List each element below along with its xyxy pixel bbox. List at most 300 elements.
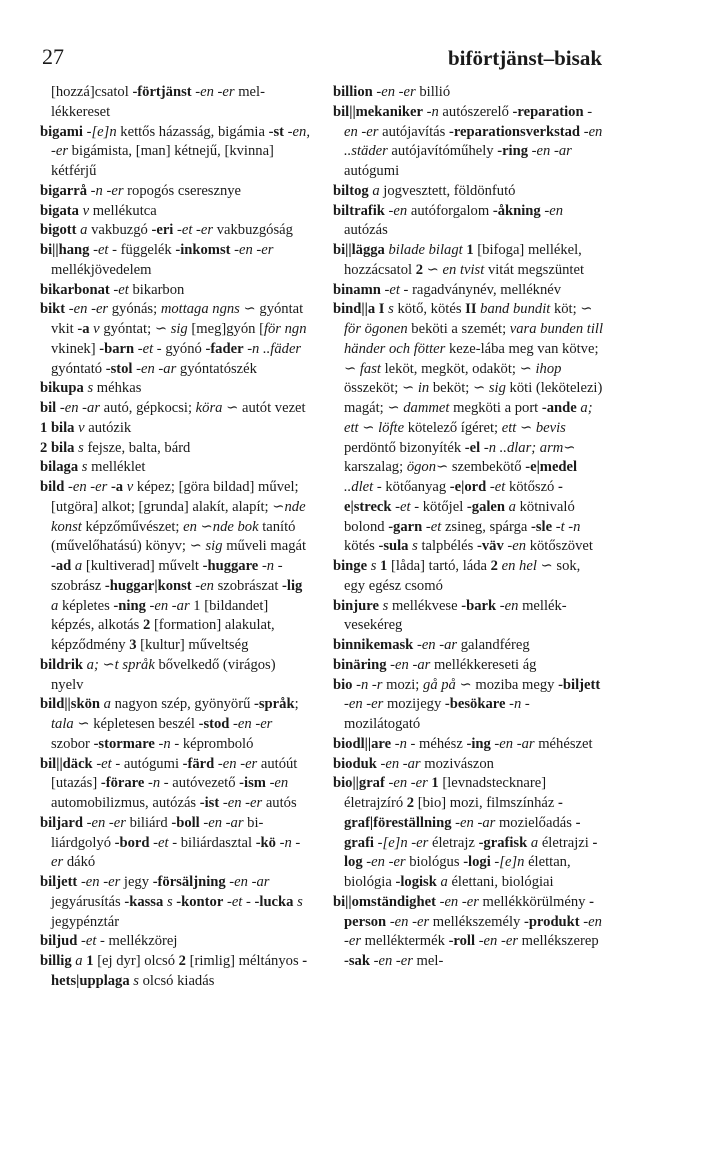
definition-text: [meg]gyón [ [187, 321, 264, 337]
dictionary-entry [333, 755, 604, 775]
grammar-note: -en -ar [528, 143, 572, 160]
grammar-note: -n [154, 735, 171, 752]
definition-text: - ragadványnév, melléknév [399, 281, 562, 298]
headword: -kassa [124, 893, 164, 910]
definition-text: - autóvezető [160, 775, 240, 792]
definition-text: bigámista, [man] kétnejű, [kvinna] kétférjű [51, 143, 274, 179]
headword: -ande [541, 400, 577, 416]
headword: -el [464, 439, 481, 456]
headword: -kontor [172, 893, 224, 910]
definition-text: mozivászon [420, 755, 494, 772]
headword: bi||hang [40, 242, 90, 258]
grammar-note: s [293, 893, 303, 910]
definition-text: - [242, 893, 255, 910]
headword: bild [40, 479, 65, 495]
dictionary-entry [40, 932, 310, 952]
dictionary-entry [333, 182, 604, 202]
grammar-note: -en [503, 538, 527, 555]
definition-text: [kultur] műveltség [136, 637, 249, 653]
definition-text: ropogós cseresznye [123, 182, 242, 199]
headword: -eri [151, 222, 174, 239]
definition-text: - [374, 834, 383, 851]
headword: -ist [199, 795, 220, 811]
dictionary-entry [40, 300, 310, 379]
grammar-note: -n ..dlar; arm∽ [480, 439, 576, 456]
definition-text: mel- [412, 953, 444, 969]
definition-text: autó, gépkocsi; [100, 400, 196, 416]
headword: -hets|upplaga [51, 953, 308, 989]
grammar-note: a; ∽t språk [83, 656, 155, 673]
dictionary-entry [40, 952, 310, 992]
definition-text: kettős házasság, bigámia [116, 123, 269, 140]
headword: -ning [113, 597, 146, 614]
headword: -språk [254, 696, 295, 713]
grammar-note: v [74, 419, 85, 436]
definition-text: bővelkedő (virágos) nyelv [51, 656, 276, 693]
grammar-note: s [163, 893, 173, 910]
definition-text: képletes [58, 597, 114, 614]
headword: -färd [182, 755, 215, 772]
grammar-note: -en ..städer [344, 123, 603, 160]
grammar-note: s [367, 558, 377, 574]
definition-text: méhészet [534, 735, 593, 752]
headword: -barn [99, 340, 135, 357]
definition-text: autót vezet [238, 400, 306, 416]
definition-text: - méhész [406, 735, 467, 752]
grammar-note: s [378, 597, 389, 614]
definition-text: kötőszó [505, 479, 558, 495]
headword: 3 [129, 637, 137, 653]
grammar-note: -en -ar [56, 400, 101, 416]
headword: -stod [198, 716, 230, 732]
dictionary-entry [333, 202, 604, 242]
headword: bigott [40, 222, 77, 239]
grammar-note: ∽ dammet [387, 400, 450, 416]
definition-text: dákó [63, 854, 96, 871]
headword: -sula [378, 538, 409, 555]
headword: -produkt [523, 913, 580, 930]
dictionary-entry [333, 676, 604, 735]
grammar-note: ∽ sig [154, 321, 188, 337]
headword: 2 [406, 795, 415, 811]
headword: 2 [490, 558, 498, 574]
page-number: 27 [42, 44, 64, 69]
headword: biljud [40, 933, 78, 950]
dictionary-entry [40, 83, 310, 123]
definition-text: - mozilátogató [344, 696, 530, 732]
headword: 1 bila [40, 419, 75, 436]
headword: bigata [40, 202, 79, 219]
headword: -grafisk [478, 834, 528, 851]
grammar-note: -n [144, 775, 161, 792]
definition-text: kötelező ígéret; [404, 419, 502, 436]
headword: -ad [51, 558, 72, 574]
grammar-note: -et [486, 479, 506, 495]
dictionary-entry [333, 103, 604, 182]
headword: 2 bila [40, 439, 75, 456]
headword: -e|streck [344, 479, 563, 515]
definition-text: életrajz [428, 834, 479, 851]
grammar-note: -n -er [87, 182, 124, 199]
headword: bigarrå [40, 182, 88, 199]
grammar-note: -en -er [77, 874, 121, 890]
definition-text: élettan, biológia [344, 854, 571, 890]
grammar-note: -en -er [229, 716, 273, 732]
grammar-note: [e]n [499, 854, 525, 871]
dictionary-entry [40, 221, 310, 241]
definition-text: gyóntat vkit [51, 301, 304, 337]
headword: billig [40, 953, 72, 969]
headword: -förtjänst [132, 84, 192, 100]
grammar-note: -en -ar [145, 597, 190, 614]
definition-text: [bifoga] mellékel, hozzácsatol [344, 242, 582, 278]
grammar-note: -n -er [51, 834, 301, 871]
grammar-note: -n [505, 696, 522, 713]
definition-text: gyóntatószék [176, 360, 257, 377]
grammar-note: för ngn [263, 321, 307, 337]
definition-text: leköt, megköt, odaköt; [380, 360, 520, 377]
headword: bi||omständighet [333, 893, 436, 910]
grammar-note: ögon∽ [406, 459, 449, 476]
grammar-note: -et [422, 518, 442, 535]
definition-text: ; [294, 696, 299, 713]
definition-text: [hozzá]csatol [51, 84, 133, 100]
grammar-note: -en [540, 202, 563, 219]
grammar-note: s [78, 459, 88, 476]
grammar-note: -en -er [82, 814, 126, 831]
definition-text: mellékszerep [518, 933, 599, 950]
headword: -ring [497, 143, 529, 160]
definition-text: életrajzi [538, 834, 593, 851]
headword: -logisk [395, 874, 437, 890]
definition-text: köti (lekötelezi) magát; [344, 380, 603, 416]
grammar-note: a; ett ∽ löfte [344, 400, 593, 436]
definition-text: mozielőadás [495, 814, 576, 831]
dictionary-entry [40, 656, 310, 696]
definition-text: [bio] mozi, filmszínház [414, 795, 558, 811]
headword: bil [40, 400, 57, 416]
definition-text: [levnadstecknare] életrajzíró [344, 775, 547, 811]
definition-text: nagyon szép, gyönyörű [110, 696, 255, 713]
headword: -ing [466, 735, 491, 752]
grammar-note: -et [223, 893, 243, 910]
grammar-note: a [436, 874, 448, 890]
grammar-note: s [83, 380, 94, 397]
definition-text: biliárdgolyó [51, 814, 264, 851]
grammar-note: mottaga ngns ∽ [160, 301, 256, 318]
definition-text: beköti a szemét; [407, 321, 510, 337]
grammar-note: -t -n [552, 518, 581, 535]
dictionary-entry [40, 399, 310, 419]
grammar-note: ∽ sig [472, 380, 506, 397]
definition-text: köt; [550, 301, 581, 318]
definition-text: autójavítóműhely [387, 143, 498, 160]
definition-text: [kultiverad] művelt [82, 558, 203, 574]
grammar-note: s [384, 301, 394, 318]
headword: biljett [40, 874, 78, 890]
headword: binäring [333, 656, 387, 673]
headword: -försäljning [152, 874, 226, 890]
headword: bikt [40, 301, 66, 318]
definition-text: mozijegy [383, 696, 445, 713]
definition-text: - mellékzörej [96, 933, 178, 950]
definition-text: vakbuzgó [87, 222, 152, 239]
definition-text: - függelék [108, 242, 176, 258]
headword: bild||skön [40, 696, 100, 713]
headword: -stol [105, 360, 133, 377]
grammar-note: -et [109, 281, 129, 298]
definition-text: [rimlig] méltányos [185, 953, 303, 969]
definition-text: melléklet [87, 459, 146, 476]
grammar-note: v [123, 479, 134, 495]
grammar-note: a [99, 696, 111, 713]
grammar-note: -en [265, 775, 289, 792]
grammar-note: -en -er [435, 893, 479, 910]
grammar-note: s [408, 538, 418, 555]
headword: bigami [40, 123, 83, 140]
dictionary-entry [40, 755, 310, 814]
definition-text: vakbuzgóság [213, 222, 293, 239]
grammar-note: ∽nde konst [51, 498, 306, 535]
headword: -log [344, 834, 598, 871]
headword: biodl||are [333, 735, 392, 752]
grammar-note: -et [92, 755, 112, 772]
dictionary-entry [333, 774, 604, 893]
dictionary-entry [40, 123, 310, 182]
dictionary-entry [40, 695, 310, 754]
grammar-note: -en -ar [386, 656, 431, 673]
grammar-note: köra ∽ [195, 400, 239, 416]
definition-text: galandféreg [457, 637, 530, 653]
definition-text: méhkas [93, 380, 142, 397]
definition-text: - kötőanyag [373, 479, 450, 495]
definition-text: mozi; [382, 676, 424, 693]
headword: -st [268, 123, 285, 140]
left-column [40, 83, 310, 992]
headword: -väv [476, 538, 504, 555]
grammar-note: -en -ar [225, 874, 270, 890]
definition-text: jegyárusítás [51, 893, 125, 910]
definition-text: karszalag; [344, 459, 407, 476]
definition-text: mellékkereseti ág [430, 656, 537, 673]
headword: billion [333, 84, 373, 100]
definition-text: [ej dyr] olcsó [93, 953, 179, 969]
grammar-note: -et [134, 340, 154, 357]
grammar-note: -en -er [64, 479, 108, 495]
grammar-note: -en -ar [490, 735, 535, 752]
definition-text: szobrászat [213, 577, 283, 594]
grammar-note: ∽ sig [189, 538, 223, 555]
dictionary-entry [40, 202, 310, 222]
headword: binge [333, 558, 368, 574]
dictionary-entry [40, 379, 310, 399]
definition-text: moziba megy [471, 676, 559, 693]
headword: -fader [205, 340, 244, 357]
headword: -roll [448, 933, 476, 950]
grammar-note: -en -ar [132, 360, 177, 377]
headword: bikarbonat [40, 281, 110, 298]
headword: -förare [100, 775, 145, 792]
grammar-note: ..dlet [344, 479, 374, 495]
headword: 1 [82, 953, 94, 969]
definition-text: jogvesztett, földönfutó [379, 182, 516, 199]
definition-text: összeköt; [344, 380, 402, 397]
grammar-note: s [129, 972, 139, 989]
headword: -stormare [93, 735, 155, 752]
definition-text: mellékjövedelem [51, 261, 152, 278]
headword: -graf|föreställning [344, 795, 563, 831]
definition-text: - biliárdasztal [168, 834, 256, 851]
headword: -sle [531, 518, 553, 535]
definition-text: szobor [51, 735, 94, 752]
headword: biltog [333, 182, 369, 199]
grammar-note: -en [191, 577, 214, 594]
definition-text: kötnivaló bolond [344, 498, 575, 535]
definition-text: automobilizmus, autózás [51, 795, 200, 811]
dictionary-entry [40, 814, 310, 873]
headword: II [465, 301, 477, 318]
definition-text: fejsze, balta, bárd [83, 439, 191, 456]
grammar-note: a [51, 597, 59, 614]
grammar-note: ett ∽ bevis [501, 419, 566, 436]
definition-text: autóút [utazás] [51, 755, 298, 792]
headword: -bord [114, 834, 150, 851]
right-column [333, 83, 604, 972]
headword: 2 [178, 953, 186, 969]
dictionary-entry [333, 893, 604, 972]
dictionary-entry [40, 458, 310, 478]
grammar-note: -en [496, 597, 519, 614]
headword: bi||lägga [333, 242, 385, 258]
grammar-note: ∽ ihop [519, 360, 562, 377]
definition-text: autós [262, 795, 297, 811]
dictionary-entry [40, 281, 310, 301]
definition-text: jegy [120, 874, 153, 890]
definition-text: kötő, kötés [393, 301, 466, 318]
dictionary-entry [333, 281, 604, 301]
grammar-note: bilade bilagt [384, 242, 463, 258]
definition-text: gyóntató [51, 360, 106, 377]
definition-text: mellékvesekéreg [344, 597, 567, 634]
headword: 2 [415, 261, 424, 278]
headword: binjure [333, 597, 379, 614]
headword: -sak [344, 953, 370, 969]
definition-text: képzőművészet; [81, 518, 184, 535]
definition-text: megköti a port [449, 400, 542, 416]
dictionary-entry [40, 182, 310, 202]
definition-text: mellékvese [388, 597, 462, 614]
grammar-note: -en -er [362, 854, 406, 871]
definition-text: sok, egy egész csomó [344, 558, 581, 594]
definition-text: jegypénztár [51, 913, 120, 930]
definition-text: - szobrász [51, 558, 283, 594]
headword: -logi [463, 854, 491, 871]
grammar-note: -en, -er [51, 123, 310, 160]
headword: -huggar|konst [104, 577, 192, 594]
grammar-note: v [78, 202, 90, 219]
definition-text: keze-lába meg van kötve; [445, 340, 599, 357]
grammar-note: -en -er [369, 953, 413, 969]
definition-text: mellékkereset [51, 84, 265, 120]
headword: 1 [427, 775, 439, 792]
definition-text: autóforgalom [407, 202, 493, 219]
grammar-note: -n [258, 558, 275, 574]
grammar-note: v [89, 321, 100, 337]
grammar-note: -et [391, 498, 411, 515]
headword: -e|ord [449, 479, 487, 495]
grammar-note: -en -ar [451, 814, 496, 831]
headword: -lig [282, 577, 303, 594]
grammar-note: -en -er [384, 775, 428, 792]
grammar-note: -et [89, 242, 109, 258]
grammar-note: a [368, 182, 380, 199]
headword: bilaga [40, 459, 79, 476]
definition-text: kötés [344, 538, 379, 555]
definition-text: billió [415, 84, 451, 100]
headword: bikupa [40, 380, 84, 397]
grammar-note: -en -ar [413, 637, 458, 653]
definition-text: zsineg, spárga [441, 518, 531, 535]
grammar-note: vara bunden till händer och fötter [344, 321, 604, 357]
dictionary-entry [333, 300, 604, 557]
running-head: biförtjänst–bisak [447, 46, 602, 70]
grammar-note: ∽ en tvist [423, 261, 485, 278]
definition-text: - kötőjel [410, 498, 467, 515]
grammar-note: -n ..fäder [243, 340, 302, 357]
headword: -grafi [344, 814, 581, 851]
definition-text: olcsó kiadás [138, 972, 215, 989]
headword: -kö [255, 834, 276, 851]
definition-text: [formation] alakulat, képződmény [51, 617, 275, 653]
grammar-note: -en -er [386, 913, 430, 930]
headword: -bark [461, 597, 497, 614]
definition-text: [låda] tartó, láda [387, 558, 491, 574]
definition-text: - autógumi [111, 755, 183, 772]
headword: biljard [40, 814, 83, 831]
definition-text: melléktermék [361, 933, 449, 950]
headword: bil||däck [40, 755, 93, 772]
grammar-note: tala ∽ [51, 716, 90, 732]
definition-text: autószerelő [438, 103, 513, 120]
dictionary-entry [333, 597, 604, 637]
grammar-note: -en -er [214, 755, 258, 772]
grammar-note: -en -er [230, 242, 274, 258]
grammar-note: -et [149, 834, 169, 851]
grammar-note: band bundit [476, 301, 551, 318]
definition-text: autógumi [344, 163, 400, 179]
dictionary-entry [40, 419, 310, 439]
headword: -reparationsverkstad [448, 123, 581, 140]
definition-text: vitát megszüntet [484, 261, 584, 278]
dictionary-entry [333, 735, 604, 755]
definition-text: tanító (művelőhatású) könyv; [51, 518, 296, 555]
grammar-note: en hel ∽ [497, 558, 553, 574]
grammar-note: ∽ in [401, 380, 430, 397]
grammar-note: -en -er [344, 913, 602, 950]
definition-text: gyónás; [108, 301, 161, 318]
grammar-note: -n -r [352, 676, 383, 693]
grammar-note: a [527, 834, 539, 851]
definition-text: - [490, 854, 500, 871]
grammar-note: -et [380, 281, 400, 298]
grammar-note: ∽ för ögonen [344, 301, 593, 337]
dictionary-entry [333, 656, 604, 676]
grammar-note: -en -er [475, 933, 518, 950]
headword: -a [77, 321, 90, 337]
headword: -ism [239, 775, 266, 792]
grammar-note: en ∽nde bok [183, 518, 259, 535]
definition-text: biliárd [125, 814, 172, 831]
